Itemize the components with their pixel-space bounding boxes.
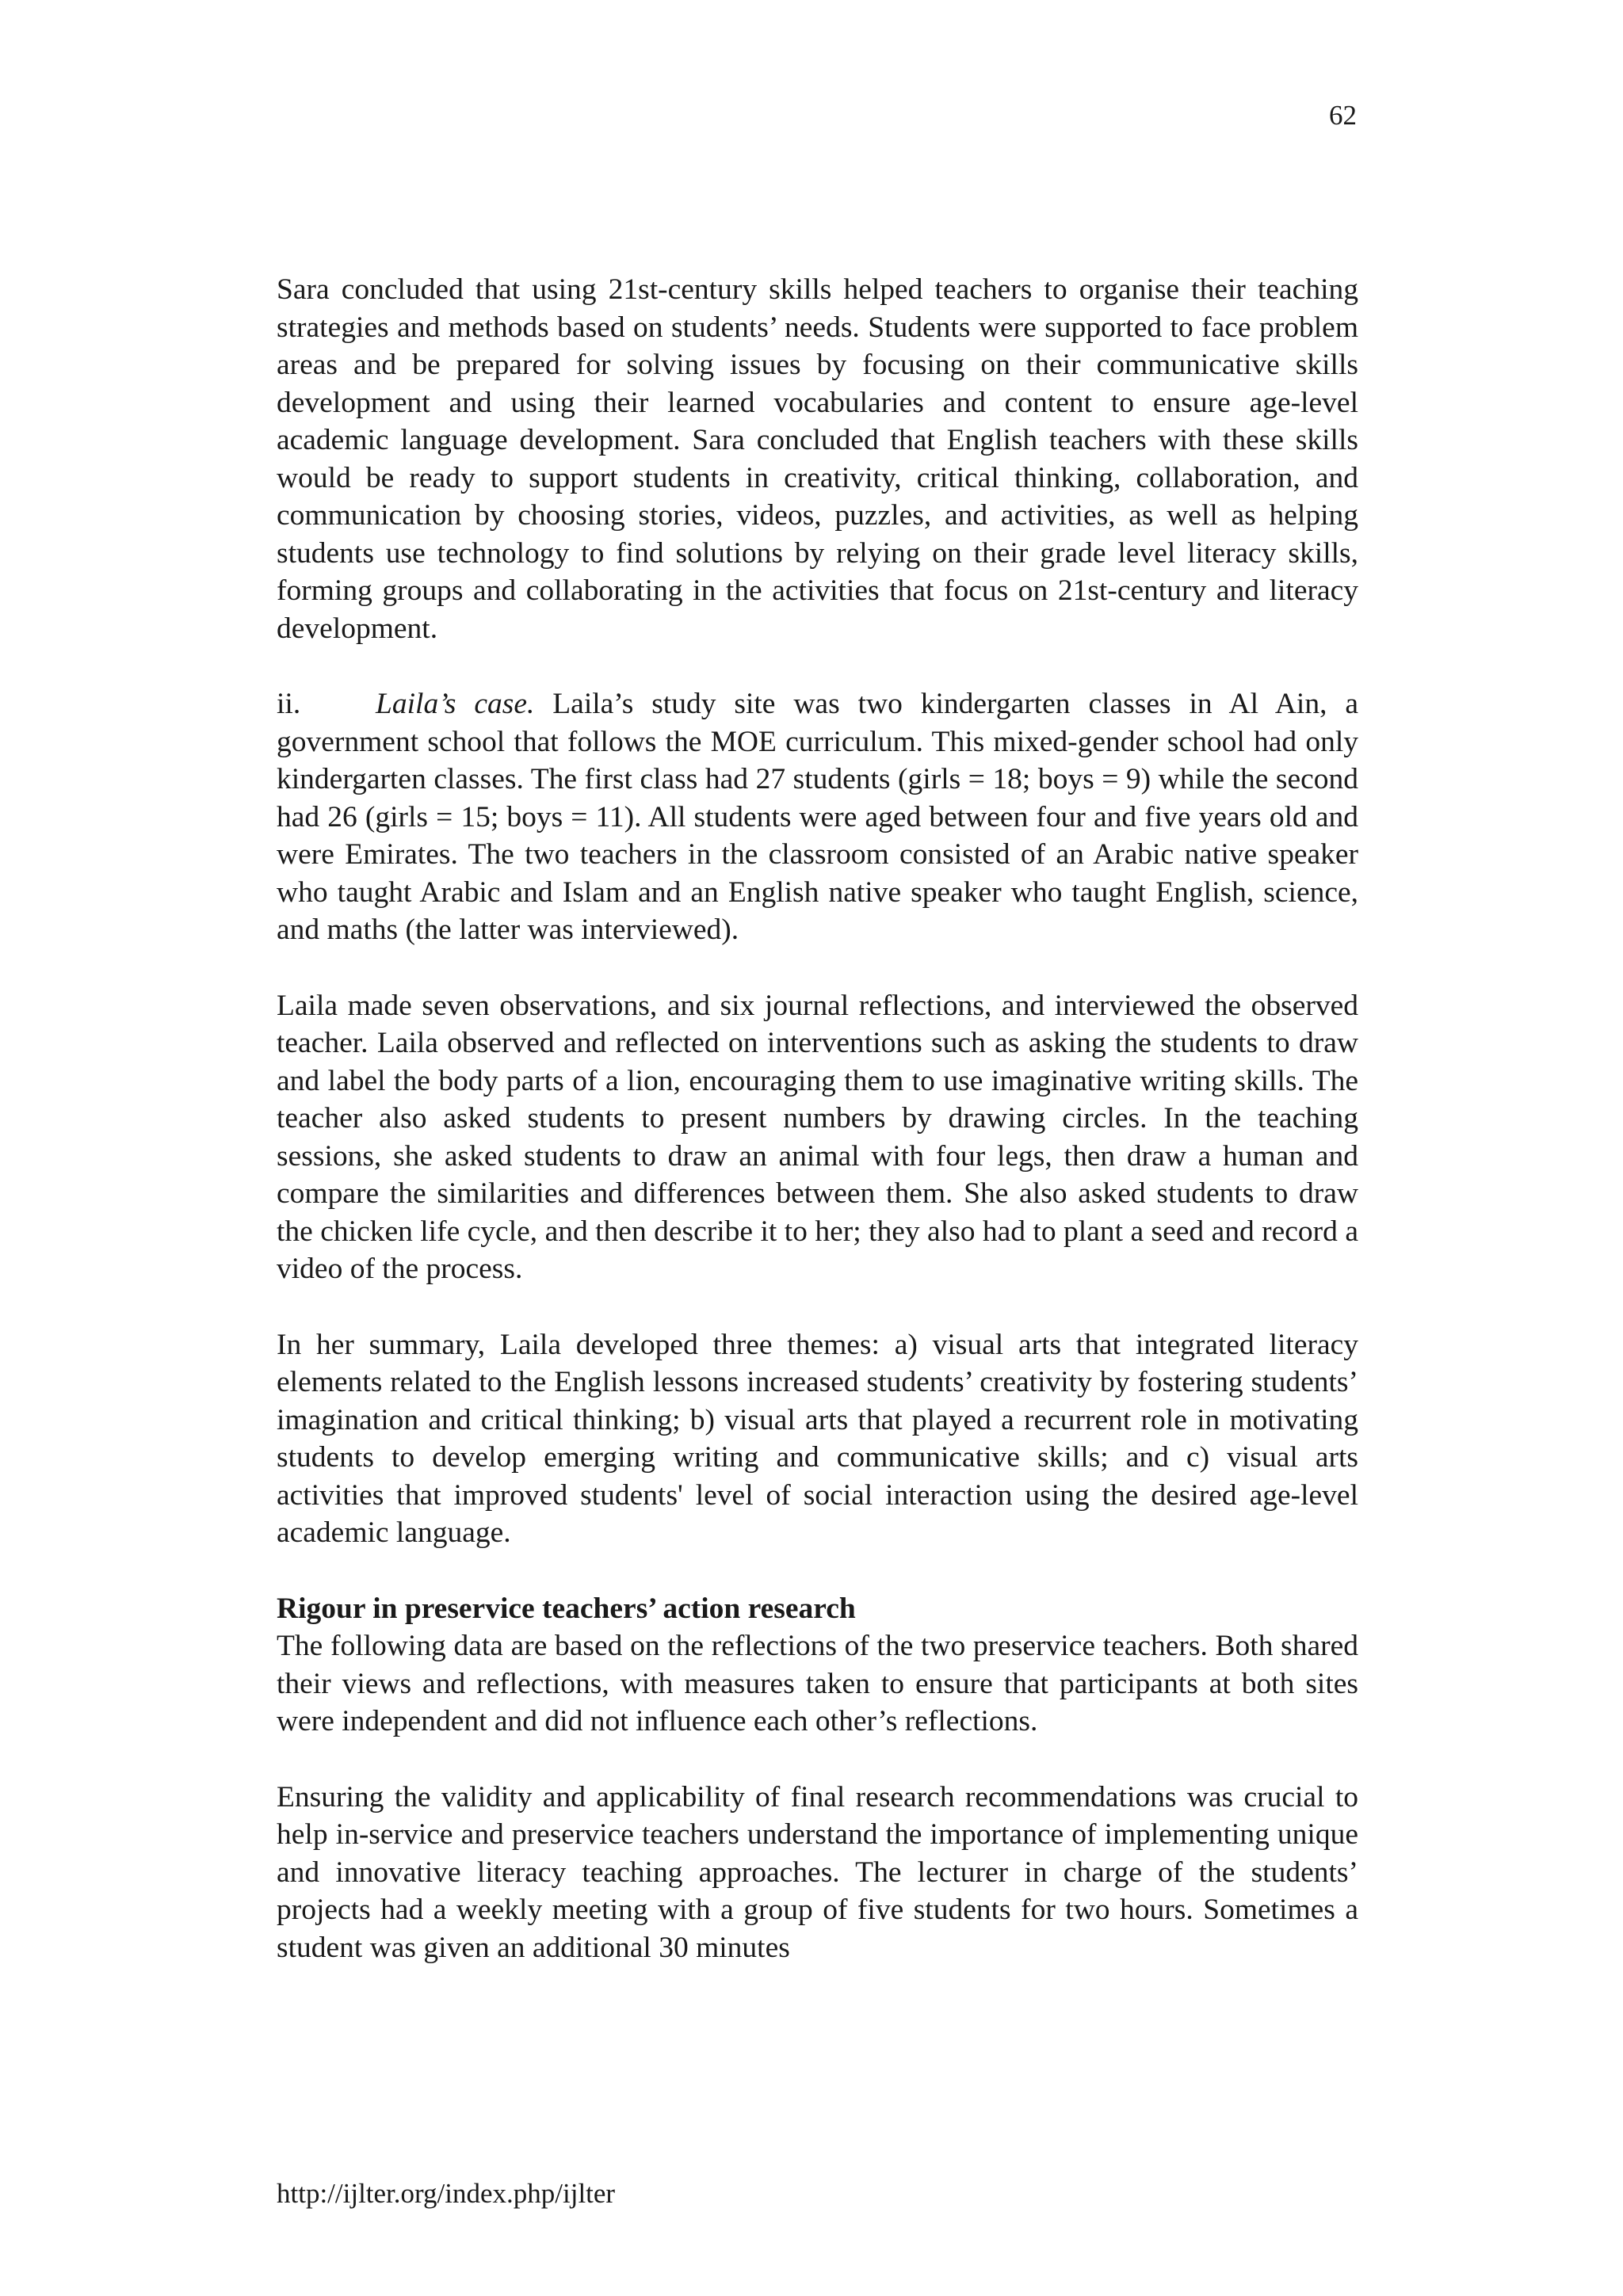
- paragraph-sara-conclusion: Sara concluded that using 21st-century skills helped teachers to organise their teaching strategies and methods based on students’ needs. Students were supported to face problem areas and be prepared for solving issues by focusing on their communicative skills development and using their learned vocabularies and content to ensure age-level academic language development. Sara concluded that English teachers with these skills would be ready to support students in creativity, critical thinking, collaboration, and communication by choosing stories, videos, puzzles, and activities, as well as helping students use technology to find solutions by relying on their grade level literacy skills, forming groups and collaborating in the activities that focus on 21st-century and literacy development.: [277, 273, 1358, 645]
- case-numeral: ii.: [277, 688, 301, 720]
- section-heading-rigour: Rigour in preservice teachers’ action research: [277, 1592, 856, 1625]
- paragraph-validity: Ensuring the validity and applicability of final research recommendations was crucial to help in-service and preservice teachers understand the importance of implementing unique and innovative literacy teaching approaches. The lecturer in charge of the students’ projects had a weekly meeting with a group of five students for two hours. Sometimes a student was given an additional 30 minutes: [277, 1780, 1358, 1964]
- footer-url: http://ijlter.org/index.php/ijlter: [277, 2178, 616, 2209]
- paragraph-rigour-intro: The following data are based on the reflections of the two preservice teachers. Both shared their views and reflections, with measures taken to ensure that participants at both sites were independent and did not influence each other’s reflections.: [277, 1630, 1358, 1737]
- page-number: 62: [1329, 100, 1357, 131]
- paragraph-laila-case: [277, 685, 1358, 949]
- article-body: [277, 271, 1358, 2004]
- case-title: Laila’s case.: [376, 688, 535, 720]
- paragraph-laila-summary: In her summary, Laila developed three themes: a) visual arts that integrated literacy elements related to the English lessons increased students’ creativity by fostering students’ imagination and critical thinking; b) visual arts that played a recurrent role in motivating students to develop emerging writing and communicative skills; and c) visual arts activities that improved students' level of social interaction using the desired age-level academic language.: [277, 1328, 1358, 1549]
- case-text: Laila’s study site was two kindergarten classes in Al Ain, a government school that follows the MOE curriculum. This mixed-gender school had only kindergarten classes. The first class had 27 students (girls = 18; boys = 9) while the second had 26 (girls = 15; boys = 11). All students were aged between four and five years old and were Emirates. The two teachers in the classroom consisted of an Arabic native speaker who taught Arabic and Islam and an English native speaker who taught English, science, and maths (the latter was interviewed).: [277, 688, 1359, 946]
- paragraph-laila-observations: Laila made seven observations, and six journal reflections, and interviewed the observed teacher. Laila observed and reflected on interventions such as asking the students to draw and label the body parts of a lion, encouraging them to use imaginative writing skills. The teacher also asked students to present numbers by drawing circles. In the teaching sessions, she asked students to draw an animal with four legs, then draw a human and compare the similarities and differences between them. She also asked students to draw the chicken life cycle, and then describe it to her; they also had to plant a seed and record a video of the process.: [277, 989, 1358, 1285]
